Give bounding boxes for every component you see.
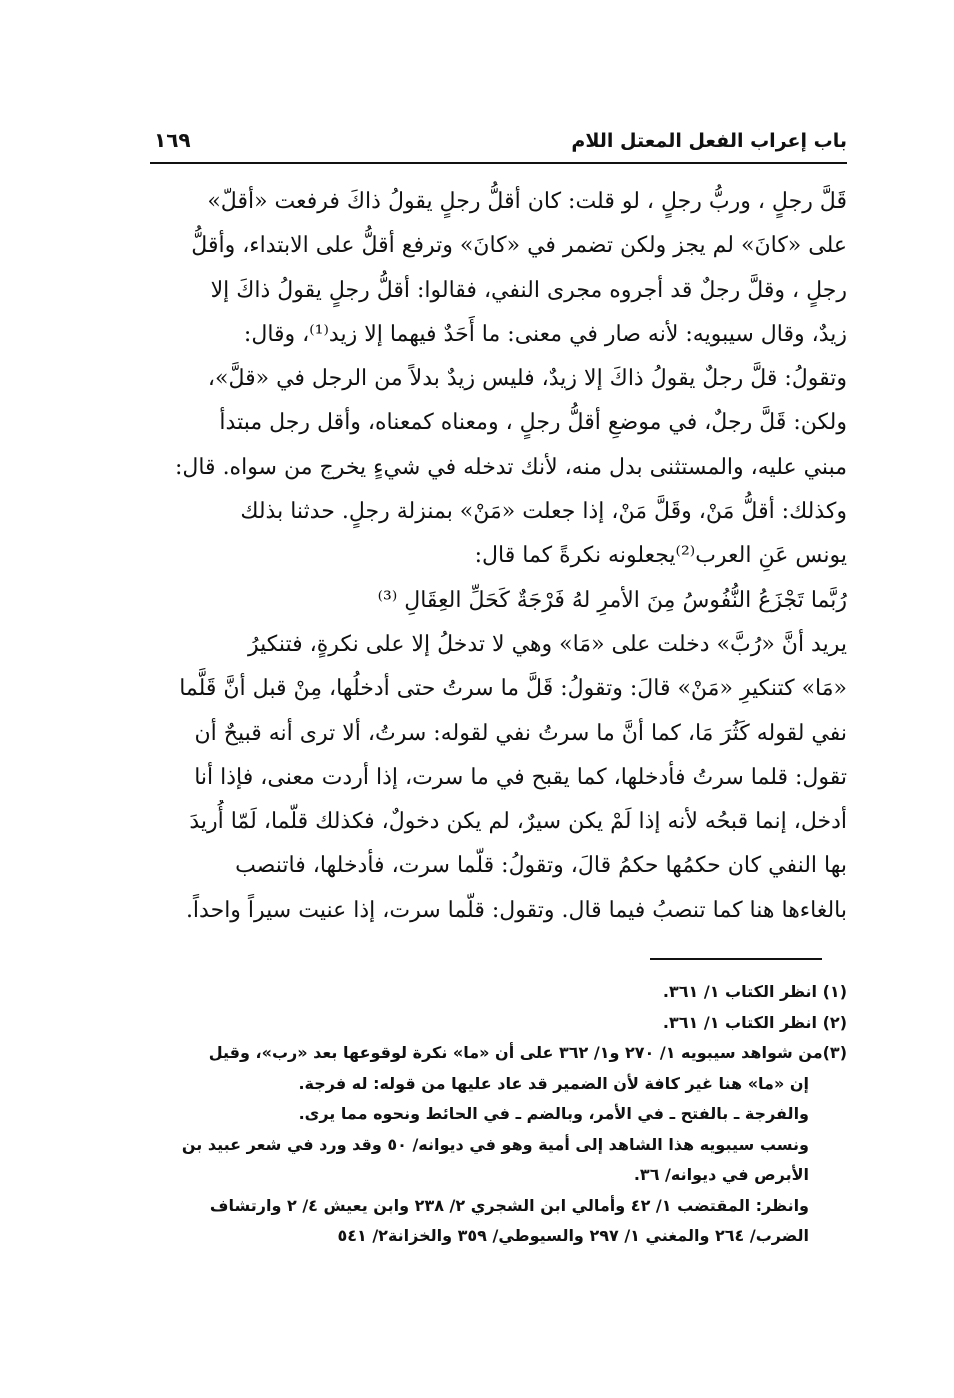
text-line: بالغاءها هنا كما تنصبُ فيما قال. وتقول: قلّما سرت، إذا عنيت سيراً واحداً.	[185, 897, 847, 923]
page-number: ١٦٩	[154, 128, 191, 152]
text-line: يونس عَنِ العرب⁽²⁾يجعلونه نكرةً كما قال:	[474, 543, 847, 569]
text-line: قَلَّ رجلٍ ، وربُّ رجلٍ ، لو قلت: كان أقلُّ رجلٍ يقولُ ذاكَ فرفعت «أقلّ»	[207, 189, 847, 214]
footnote-3-continuation: ونسب سيبويه هذا الشاهد إلى أمية وهو في ديوانه/ ٥٠ وقد ورد في شعر عبيد بن	[181, 1134, 809, 1154]
chapter-title: باب إعراب الفعل المعتل اللام	[571, 130, 847, 152]
footnote-3-continuation: الأبرص في ديوانه/ ٣٦.	[633, 1165, 809, 1184]
footnote-3-continuation: الضرب/ ٢٦٤ والمغني ١/ ٢٩٧ والسيوطي/ ٣٥٩ والخزانة٢/ ٥٤١	[337, 1226, 809, 1245]
text-line: مبني عليه، والمستثنى بدل منه، لأنك تدخله في شيءٍ يخرج من سواه. قال:	[174, 454, 847, 480]
text-line: بها النفي كان حكمُها حكمُ قالَ، وتقولُ: قلّما سرت، فأدخلها، فاتنصب	[235, 853, 847, 879]
text-line: وتقولُ: قلَّ رجلٌ يقولُ ذاكَ إلا زيدٌ، فليس زيدٌ بدلاً من الرجل في «قلَّ»،	[207, 366, 847, 392]
footnote-2: (٢) انظر الكتاب ١/ ٣٦١.	[662, 1012, 847, 1032]
text-line: وكذلك: أقلُّ مَنْ، وقَلَّ مَنْ، إذا جعلت «مَنْ» بمنزلة رجلٍ. حدثنا بذلك	[240, 499, 847, 525]
text-line: ولكن: قَلَّ رجلٌ، في موضعِ أقلُّ رجلٍ ، ومعناه كمعناه، وأقل رجل مبتدأ	[219, 410, 847, 436]
text-line: «مَا» كتنكيرِ «مَنْ» قالَ: وتقولُ: قَلَّ ما سرتُ حتى أدخلُها، مِنْ قبل أنَّ قَلَّما	[179, 676, 847, 702]
text-line: نفي لقوله كَثُرَ مَا، كما أنَّ ما سرتُ نفي لقوله: سرتُ، ألا ترى أنه قبيحٌ أن	[194, 720, 847, 746]
footnote-divider	[650, 958, 822, 960]
text-line: رجلٍ ، وقلَّ رجلٌ قد أجروه مجرى النفي، فقالوا: أقلُّ رجلٍ يقولُ ذاكَ إلا	[210, 277, 847, 303]
text-line: زيدٌ، وقال سيبويه: لأنه صار في معنى: ما أَحَدٌ فيهما إلا زيد⁽¹⁾، وقال:	[243, 321, 847, 347]
footnote-3-continuation: إن «ما» هنا غير كافة لأن الضمير قد عاد عليها من قوله: له فرجة.	[298, 1073, 809, 1093]
text-line: أدخل، إنما قبحُه لأنه إذا لَمْ يكن سيرٌ، لم يكن دخولٌ، فكذلك قلّما، لَمّا أُريدَ	[189, 809, 847, 835]
footnote-3-continuation: وانظر: المقتضب ١/ ٤٢ وأمالي ابن الشجري ٢/ ٢٣٨ وابن يعيش ٤/ ٢ وارتشاف	[209, 1195, 809, 1215]
text-line: يريد أنَّ «رُبَّ» دخلت على «مَا» وهي لا تدخلُ إلا على نكرةٍ، فتنكيرُ	[247, 631, 847, 657]
text-line: على «كانَ» لم يجز ولكن تضمر في «كانَ» وترفع أقلُّ على الابتداء، وأقلُّ	[191, 233, 847, 259]
footnote-3: (٣)من شواهد سيبويه ١/ ٢٧٠ و١/ ٣٦٢ على أن «ما» نكرة لوقوعها بعد «رب»، وقيل	[208, 1043, 847, 1062]
footnote-1: (١) انظر الكتاب ١/ ٣٦١.	[662, 982, 847, 1001]
main-text	[150, 180, 847, 933]
poetry-verse: رُبَّما تَجْزَعُ النُّفُوسُ مِنَ الأمرِ لهُ فَرْجَةٌ كَحَلِّ العِقَالِ ⁽³⁾	[377, 587, 847, 613]
footnote-3-continuation: والفرجة ـ بالفتح ـ في الأمر، وبالضم ـ في الحائط ونحوه مما يرى.	[298, 1104, 809, 1123]
text-line: تقول: قلما سرتُ فأدخلها، كما يقبح في ما سرت، إذا أردت معنى، فإذا أنا	[194, 764, 847, 790]
footnotes	[150, 977, 847, 1252]
running-head	[150, 126, 847, 164]
